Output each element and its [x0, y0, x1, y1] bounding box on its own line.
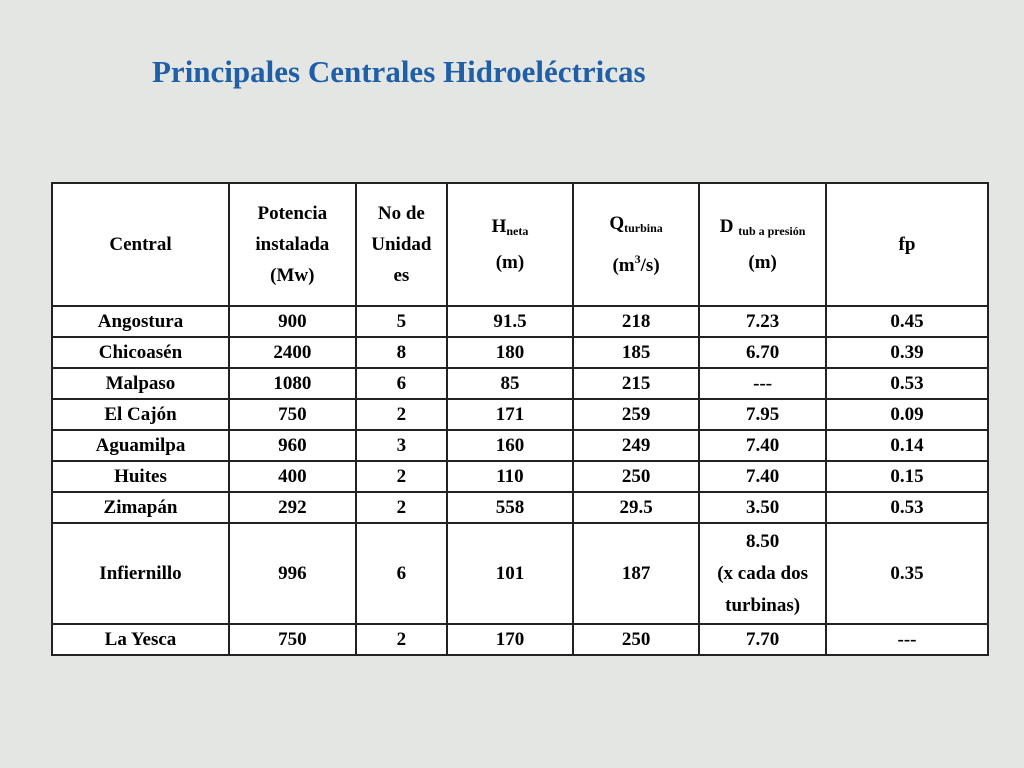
cell-d: 3.50: [699, 492, 826, 523]
cell-potencia: 2400: [229, 337, 356, 368]
header-potencia: [229, 183, 356, 306]
cell-h: 170: [447, 624, 573, 655]
cell-unidades: 2: [356, 492, 447, 523]
table-row: [52, 368, 988, 399]
header-potencia-line3: (Mw): [270, 265, 315, 286]
cell-d: 7.23: [699, 306, 826, 337]
header-q-unit-post: /s): [640, 255, 660, 276]
header-h-unit: (m): [495, 252, 525, 273]
hydro-plants-table: [51, 182, 989, 656]
table-row: [52, 430, 988, 461]
header-fp: [826, 183, 988, 306]
cell-h: 85: [447, 368, 573, 399]
header-h-sub: neta: [506, 224, 529, 238]
cell-unidades: 2: [356, 399, 447, 430]
header-unidades: [356, 183, 447, 306]
cell-potencia: 292: [229, 492, 356, 523]
cell-q: 187: [573, 523, 699, 624]
cell-q: 218: [573, 306, 699, 337]
cell-unidades: 6: [356, 523, 447, 624]
header-q-main: Q: [609, 213, 625, 234]
cell-fp: 0.39: [826, 337, 988, 368]
header-unidades-line2: Unidad: [371, 234, 432, 255]
cell-d-line2: (x cada dos: [717, 562, 809, 584]
header-h-neta: [447, 183, 573, 306]
table-row: [52, 399, 988, 430]
cell-central: Zimapán: [52, 492, 229, 523]
cell-h: 558: [447, 492, 573, 523]
cell-d: 7.40: [699, 430, 826, 461]
cell-d: ---: [699, 368, 826, 399]
cell-h: 101: [447, 523, 573, 624]
table-row: [52, 461, 988, 492]
cell-h: 171: [447, 399, 573, 430]
cell-fp: 0.53: [826, 492, 988, 523]
cell-unidades: 8: [356, 337, 447, 368]
cell-d: 6.70: [699, 337, 826, 368]
cell-central: La Yesca: [52, 624, 229, 655]
cell-central: Malpaso: [52, 368, 229, 399]
header-h-main: H: [491, 216, 507, 237]
header-q-sub: turbina: [624, 221, 663, 235]
cell-d: [699, 523, 826, 624]
cell-potencia: 750: [229, 399, 356, 430]
table-row: [52, 523, 988, 624]
header-fp-label: fp: [898, 234, 916, 255]
cell-central: Angostura: [52, 306, 229, 337]
cell-fp: ---: [826, 624, 988, 655]
cell-central: El Cajón: [52, 399, 229, 430]
cell-central: Huites: [52, 461, 229, 492]
header-central: [52, 183, 229, 306]
cell-potencia: 996: [229, 523, 356, 624]
table-row: [52, 492, 988, 523]
cell-central: Infiernillo: [52, 523, 229, 624]
header-potencia-line2: instalada: [255, 234, 330, 255]
cell-h: 160: [447, 430, 573, 461]
table-header-row: [52, 183, 988, 306]
table-row: [52, 306, 988, 337]
header-d-sub: tub a presión: [738, 224, 806, 238]
cell-central: Aguamilpa: [52, 430, 229, 461]
header-unidades-line3: es: [393, 265, 410, 286]
cell-fp: 0.14: [826, 430, 988, 461]
cell-q: 250: [573, 461, 699, 492]
cell-fp: 0.53: [826, 368, 988, 399]
cell-central: Chicoasén: [52, 337, 229, 368]
cell-potencia: 900: [229, 306, 356, 337]
cell-fp: 0.45: [826, 306, 988, 337]
cell-d-line1: 8.50: [745, 530, 780, 552]
cell-d: 7.95: [699, 399, 826, 430]
header-q-turbina: [573, 183, 699, 306]
cell-q: 249: [573, 430, 699, 461]
header-potencia-line1: Potencia: [257, 203, 328, 224]
table-row: [52, 337, 988, 368]
cell-q: 185: [573, 337, 699, 368]
table-row: [52, 624, 988, 655]
cell-unidades: 2: [356, 461, 447, 492]
cell-fp: 0.15: [826, 461, 988, 492]
cell-q: 215: [573, 368, 699, 399]
cell-fp: 0.09: [826, 399, 988, 430]
cell-potencia: 400: [229, 461, 356, 492]
cell-unidades: 2: [356, 624, 447, 655]
cell-q: 29.5: [573, 492, 699, 523]
header-central-label: Central: [109, 234, 172, 255]
cell-q: 259: [573, 399, 699, 430]
header-q-unit-sup: 3: [634, 252, 641, 266]
cell-unidades: 6: [356, 368, 447, 399]
page-title: Principales Centrales Hidroeléctricas: [152, 54, 646, 89]
header-q-unit-pre: (m: [612, 255, 635, 276]
header-d-tub: [699, 183, 826, 306]
cell-d-line3: turbinas): [725, 594, 801, 616]
cell-fp: 0.35: [826, 523, 988, 624]
cell-potencia: 750: [229, 624, 356, 655]
cell-d: 7.70: [699, 624, 826, 655]
cell-q: 250: [573, 624, 699, 655]
header-d-unit: (m): [748, 252, 777, 273]
cell-h: 110: [447, 461, 573, 492]
cell-h: 91.5: [447, 306, 573, 337]
cell-potencia: 1080: [229, 368, 356, 399]
header-unidades-line1: No de: [377, 203, 425, 224]
cell-d: 7.40: [699, 461, 826, 492]
cell-potencia: 960: [229, 430, 356, 461]
header-d-main: D: [719, 216, 734, 237]
cell-unidades: 3: [356, 430, 447, 461]
cell-unidades: 5: [356, 306, 447, 337]
cell-h: 180: [447, 337, 573, 368]
